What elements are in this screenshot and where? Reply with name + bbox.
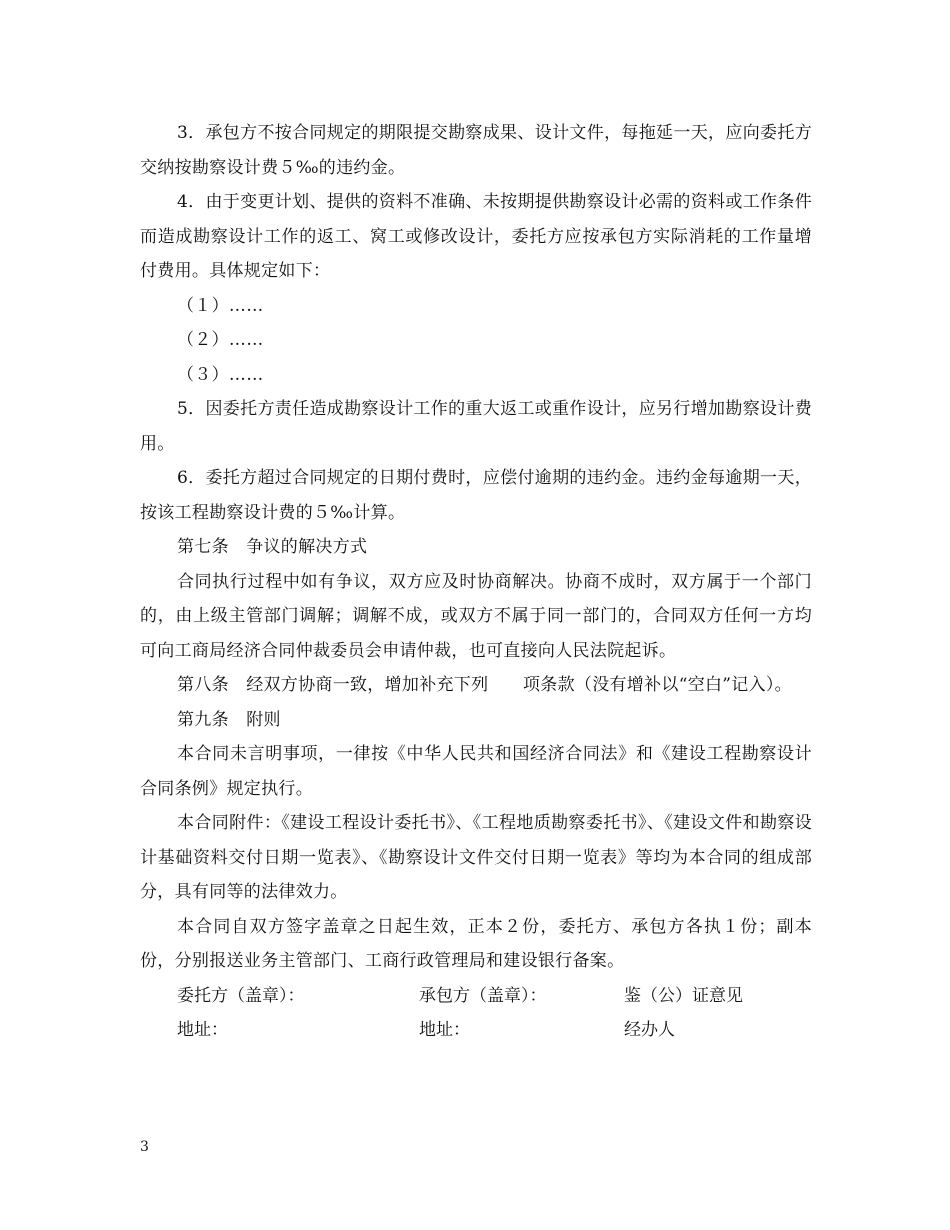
article-8-paragraph: 第八条 经双方协商一致，增加补充下列 项条款（没有增补以“空白”记入）。 bbox=[177, 675, 792, 695]
client-address-label: 地址： bbox=[177, 1020, 228, 1040]
attachments-paragraph: 本合同附件：《建设工程设计委托书》、《工程地质勘察委托书》、《建设文件和勘察设计基础资料交付日期一览表》、《勘察设计文件交付日期一览表》等均为本合同的组成部分，具有同等的法律效力。 bbox=[140, 813, 812, 902]
article-7-heading: 第七条 争议的解决方式 bbox=[177, 537, 368, 557]
contract-body bbox=[140, 116, 830, 1048]
signature-row-seals bbox=[140, 979, 812, 1014]
article-9-body: 本合同未言明事项，一律按《中华人民共和国经济合同法》和《建设工程勘察设计合同条例》规定执行。 bbox=[140, 744, 812, 799]
handler-label: 经办人 bbox=[624, 1020, 675, 1040]
clause-4-item-3: （３）…… bbox=[177, 364, 264, 385]
clause-4-paragraph: 4．由于变更计划、提供的资料不准确、未按期提供勘察设计必需的资料或工作条件而造成勘察设计工作的返工、窝工或修改设计，委托方应按承包方实际消耗的工作量增付费用。具体规定如下： bbox=[140, 192, 812, 281]
clause-6-paragraph: 6．委托方超过合同规定的日期付费时，应偿付逾期的违约金。违约金每逾期一天，按该工程勘察设计费的５‰计算。 bbox=[140, 468, 812, 523]
notary-opinion-label: 鉴（公）证意见 bbox=[624, 985, 743, 1006]
clause-4-item-2: （２）…… bbox=[177, 330, 264, 350]
client-seal-label: 委托方（盖章）： bbox=[177, 985, 305, 1006]
effectiveness-paragraph: 本合同自双方签字盖章之日起生效，正本２份，委托方、承包方各执１份；副本 份，分别报送业务主管部门、工商行政管理局和建设银行备案。 bbox=[140, 916, 830, 971]
article-7-body: 合同执行过程中如有争议，双方应及时协商解决。协商不成时，双方属于一个部门的，由上级主管部门调解；调解不成，或双方不属于同一部门的，合同双方任何一方均可向工商局经济合同仲裁委员会申请仲裁，也可直接向人民法院起诉。 bbox=[140, 571, 812, 661]
page-number: 3 bbox=[140, 1139, 149, 1155]
article-9-heading: 第九条 附则 bbox=[177, 709, 281, 730]
clause-4-item-1: （１）…… bbox=[177, 295, 264, 316]
contractor-seal-label: 承包方（盖章）： bbox=[419, 985, 547, 1006]
signature-row-addresses bbox=[140, 1013, 812, 1048]
contractor-address-label: 地址： bbox=[419, 1020, 470, 1040]
clause-3-paragraph: 3．承包方不按合同规定的期限提交勘察成果、设计文件，每拖延一天，应向委托方交纳按勘察设计费５‰的违约金。 bbox=[140, 123, 812, 178]
clause-5-paragraph: 5．因委托方责任造成勘察设计工作的重大返工或重作设计，应另行增加勘察设计费用。 bbox=[140, 399, 812, 454]
